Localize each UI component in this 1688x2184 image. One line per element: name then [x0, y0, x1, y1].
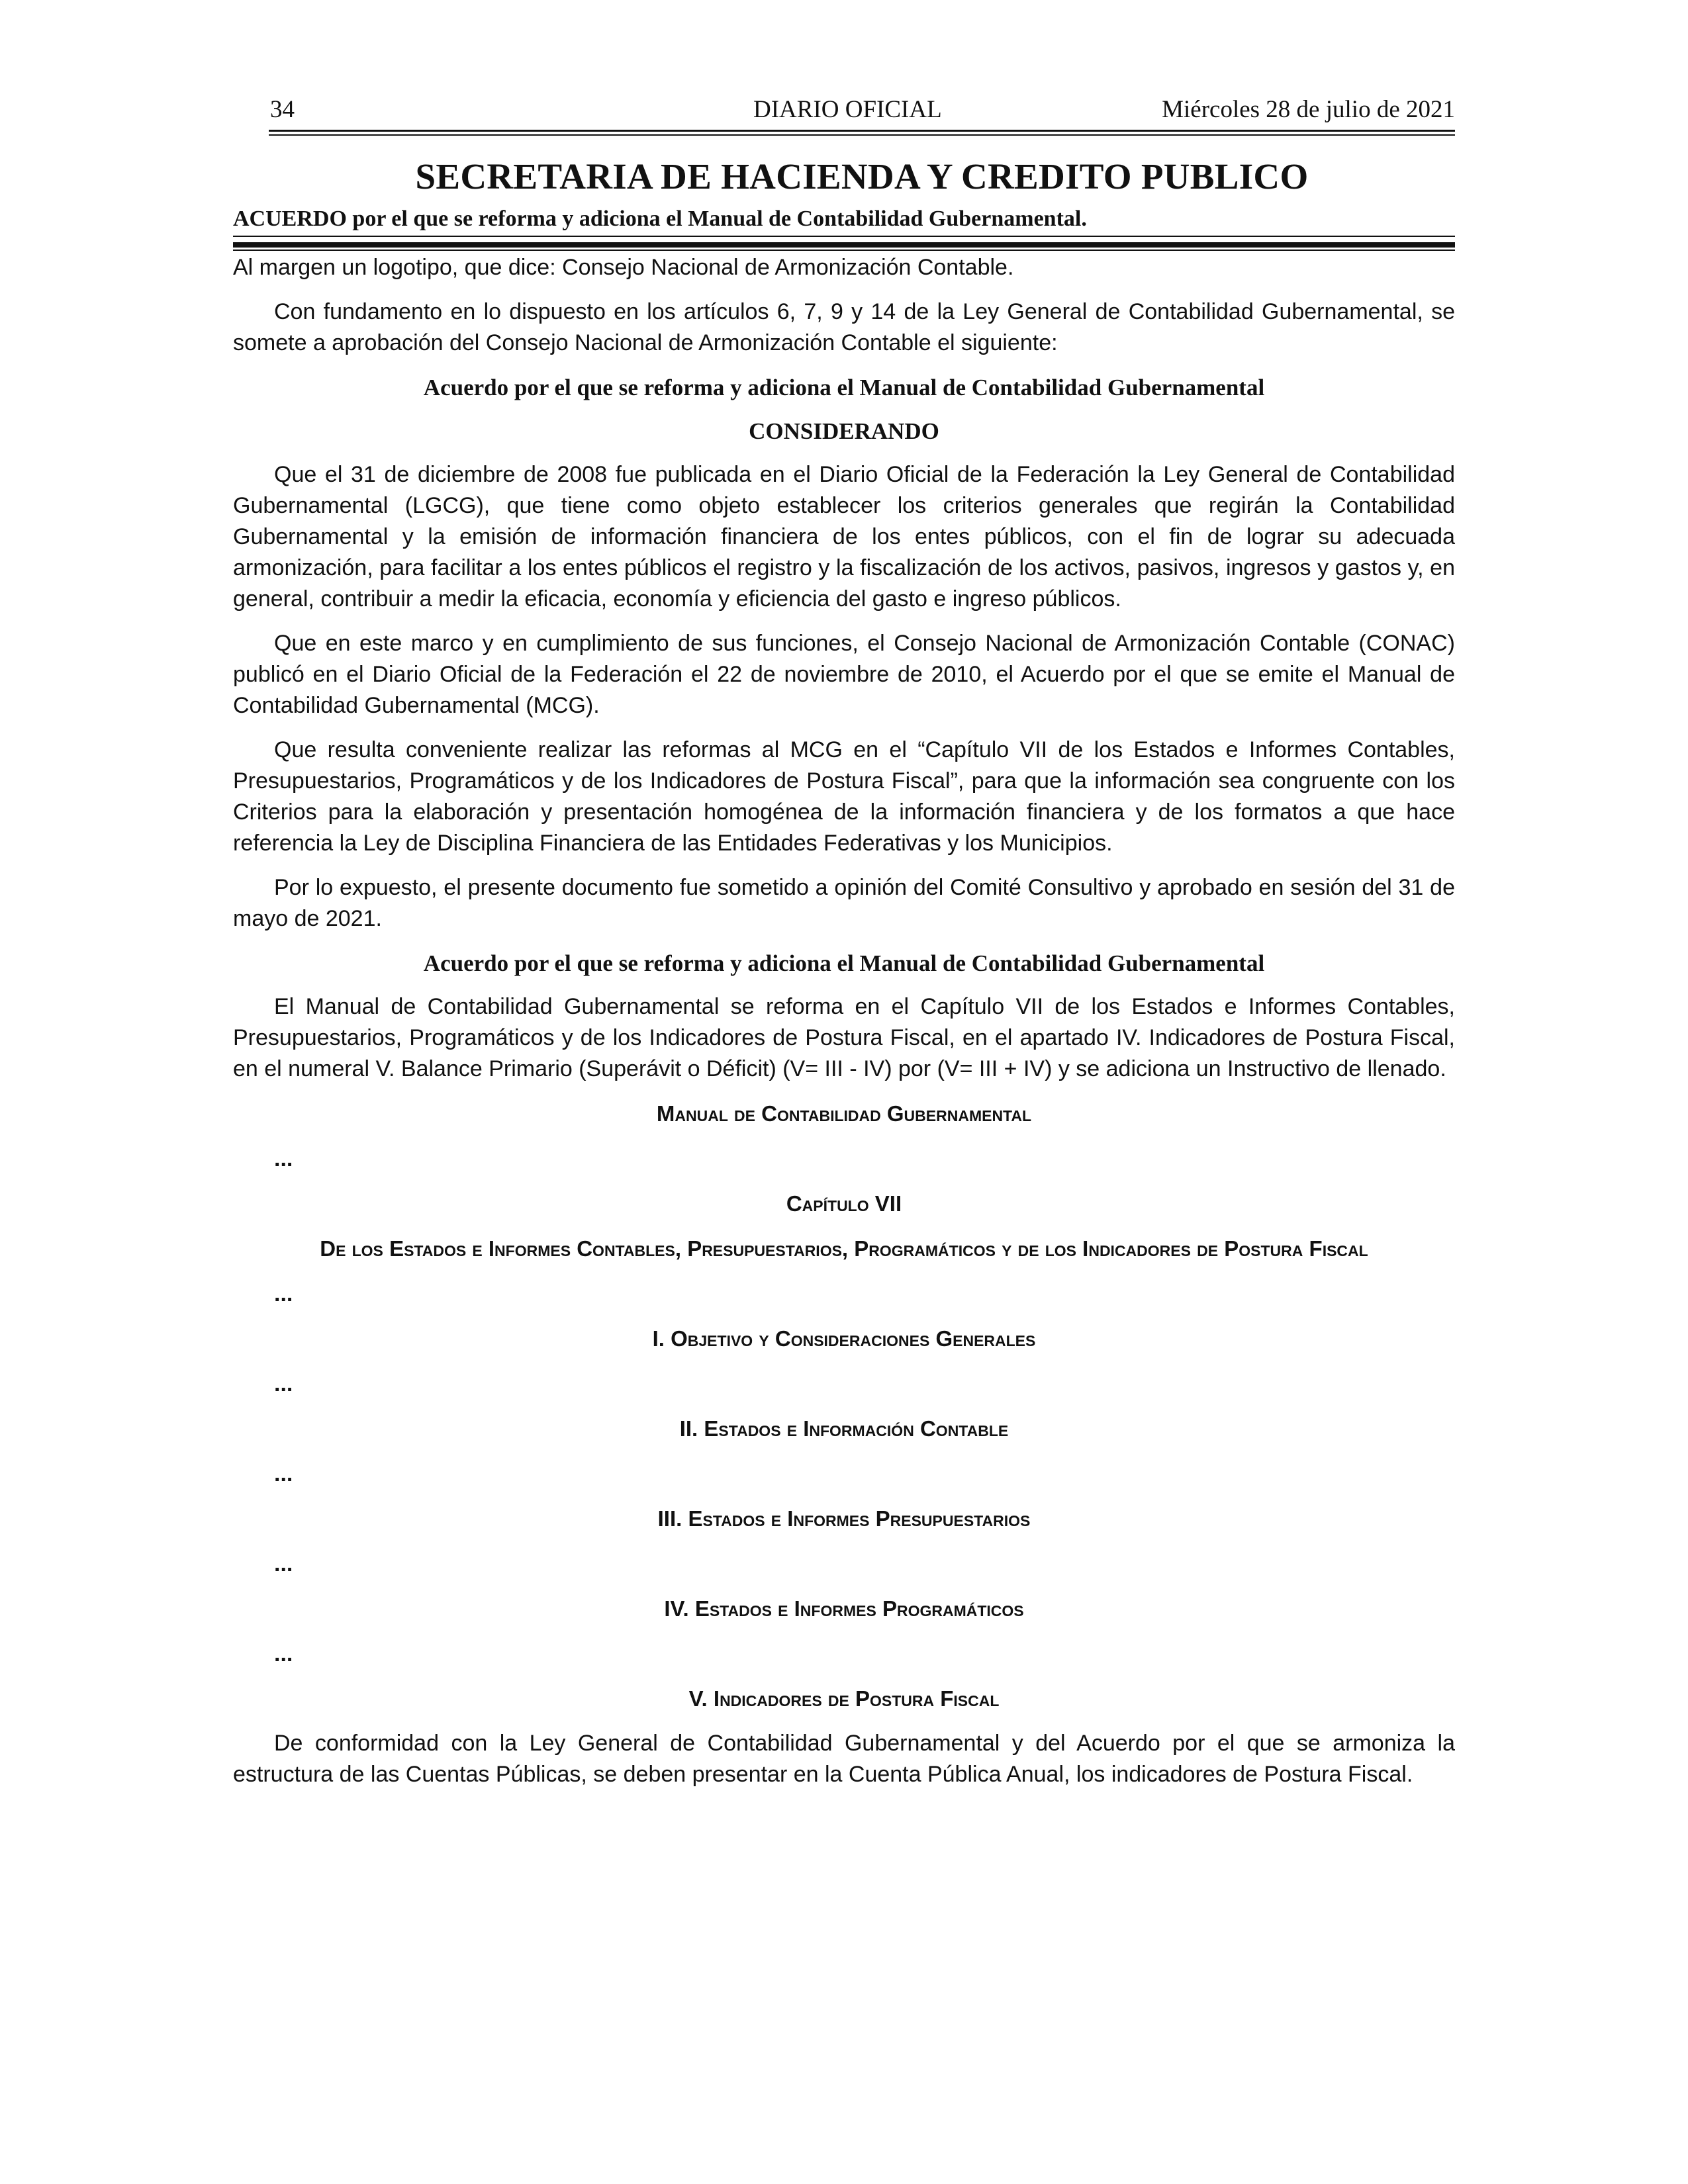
section-heading: II. Estados e Información Contable — [679, 1416, 1009, 1441]
considerando-paragraph: Que resulta conveniente realizar las reformas al MCG en el “Capítulo VII de los Estados e Informes Contables, Presupuestarios, Programáticos y de los Indicadores de Postura Fiscal”, para que la información sea congruente con los Criterios para la elaboración y presentación homogénea de la información financiera y de los formatos a que hace referencia la Ley de Disciplina Financiera de las Entidades Federativas y los Municipios. — [233, 737, 1455, 856]
ellipsis: ... — [274, 1371, 293, 1396]
section-heading: IV. Estados e Informes Programáticos — [664, 1596, 1024, 1621]
running-header — [233, 91, 1455, 130]
page-number: 34 — [270, 96, 295, 123]
acuerdo-heading: Acuerdo por el que se reforma y adiciona el Manual de Contabilidad Gubernamental — [423, 375, 1265, 400]
decree-title-lead: ACUERDO — [233, 206, 347, 231]
considerando-paragraph: Que el 31 de diciembre de 2008 fue publicada en el Diario Oficial de la Federación la Ley General de Contabilidad Gubernamental (LGCG), que tiene como objeto establecer los criterios generales que regirán la Contabilidad Gubernamental y la emisión de información financiera de los entes públicos, con el fin de lograr su adecuada armonización, para facilitar a los entes públicos el registro y la fiscalización de los activos, pasivos, ingresos y gastos y, en general, contribuir a medir la eficacia, economía y eficiencia del gasto e ingreso públicos. — [233, 462, 1455, 612]
closing-paragraph: De conformidad con la Ley General de Contabilidad Gubernamental y del Acuerdo por el que se armoniza la estructura de las Cuentas Públicas, se deben presentar en la Cuenta Pública Anual, los indicadores de Postura Fiscal. — [233, 1731, 1455, 1787]
acuerdo-heading: Acuerdo por el que se reforma y adiciona el Manual de Contabilidad Gubernamental — [423, 950, 1265, 976]
intro-paragraph: Con fundamento en lo dispuesto en los artículos 6, 7, 9 y 14 de la Ley General de Contabilidad Gubernamental, se somete a aprobación del Consejo Nacional de Armonización Contable el siguiente: — [233, 299, 1455, 355]
publication-date: Miércoles 28 de julio de 2021 — [1162, 96, 1455, 123]
title-rule — [233, 242, 1455, 251]
ellipsis: ... — [274, 1146, 293, 1171]
chapter-heading: Capítulo VII — [786, 1191, 902, 1216]
section-heading: I. Objetivo y Consideraciones Generales — [652, 1326, 1036, 1351]
ellipsis: ... — [274, 1461, 293, 1486]
ellipsis: ... — [274, 1641, 293, 1666]
considerando-paragraph: Por lo expuesto, el presente documento fue sometido a opinión del Comité Consultivo y aprobado en sesión del 31 de mayo de 2021. — [233, 875, 1455, 931]
considerando-heading: CONSIDERANDO — [749, 418, 939, 444]
decree-title — [233, 206, 1455, 237]
reform-paragraph: El Manual de Contabilidad Gubernamental se reforma en el Capítulo VII de los Estados e Informes Contables, Presupuestarios, Programáticos y de los Indicadores de Postura Fiscal, en el apartado IV. Indicadores de Postura Fiscal, en el numeral V. Balance Primario (Superávit o Déficit) (V= III - IV) por (V= III + IV) y se adiciona un Instructivo de llenado. — [233, 994, 1455, 1081]
document-body — [233, 252, 1455, 1790]
section-heading: III. Estados e Informes Presupuestarios — [657, 1506, 1031, 1531]
chapter-title: De los Estados e Informes Contables, Presupuestarios, Programáticos y de los Indicadores de Postura Fiscal — [320, 1236, 1368, 1261]
decree-title-rest: por el que se reforma y adiciona el Manual de Contabilidad Gubernamental. — [346, 206, 1087, 231]
ministry-title: SECRETARIA DE HACIENDA Y CREDITO PUBLICO — [415, 156, 1309, 197]
manual-heading: Manual de Contabilidad Gubernamental — [656, 1101, 1032, 1126]
considerando-paragraph: Que en este marco y en cumplimiento de sus funciones, el Consejo Nacional de Armonización Contable (CONAC) publicó en el Diario Oficial de la Federación el 22 de noviembre de 2010, el Acuerdo por el que se emite el Manual de Contabilidad Gubernamental (MCG). — [233, 631, 1455, 718]
document-page — [233, 91, 1455, 1803]
header-rule — [269, 130, 1455, 136]
journal-name: DIARIO OFICIAL — [753, 96, 942, 123]
ellipsis: ... — [274, 1281, 293, 1306]
margin-note: Al margen un logotipo, que dice: Consejo Nacional de Armonización Contable. — [233, 255, 1014, 280]
ellipsis: ... — [274, 1551, 293, 1576]
section-heading: V. Indicadores de Postura Fiscal — [688, 1686, 1000, 1711]
